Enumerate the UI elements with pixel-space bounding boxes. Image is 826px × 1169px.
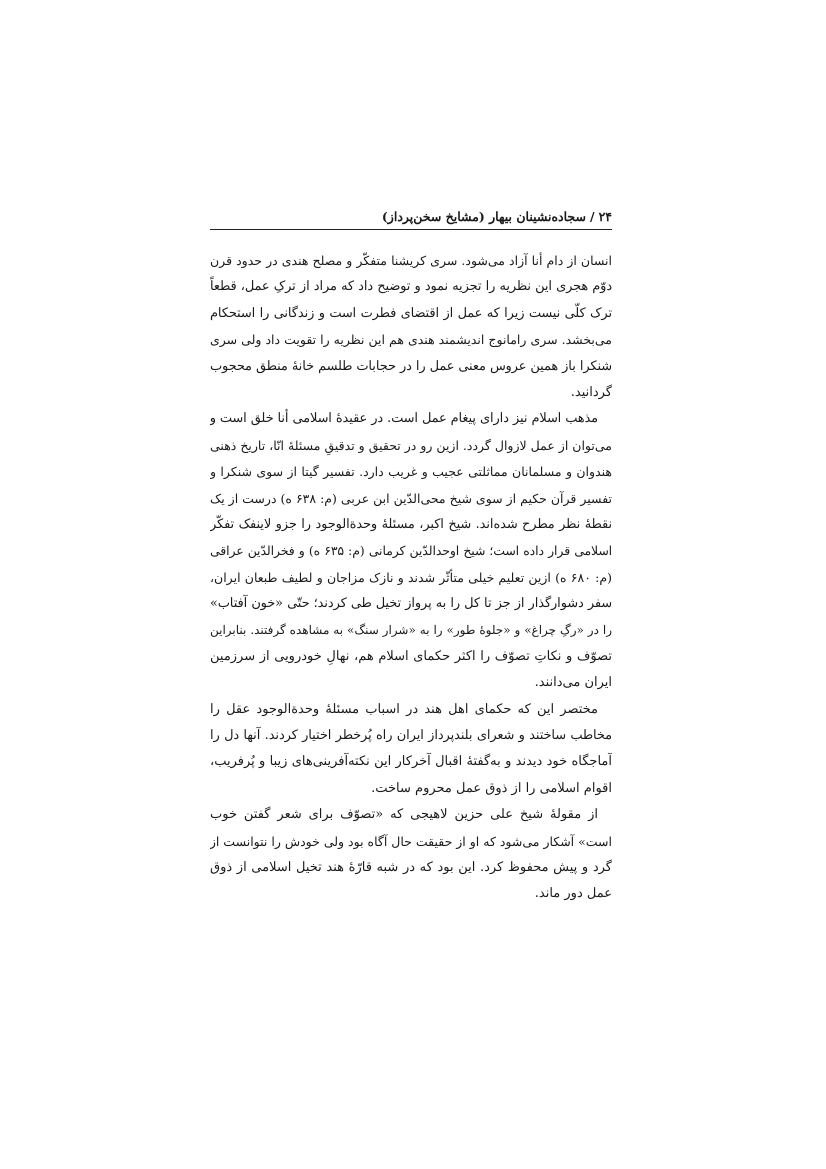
text-line: ایران می‌دانند. bbox=[534, 675, 612, 691]
body-text bbox=[210, 248, 612, 908]
paragraph-4 bbox=[210, 802, 612, 908]
text-line: تفسیر قرآن حکیم از سوی شیخ محی‌الدّین ابن عربی (م: ۶۳۸ ه) درست از یک bbox=[210, 490, 612, 506]
text-line: مذهب اسلام نیز دارای پیغام عمل است. در عقیدهٔ اسلامی أنا خلق است و bbox=[210, 411, 598, 427]
running-header bbox=[210, 200, 612, 230]
text-line: سفر دشوارگذار از جز تا کل را به پرواز تخیل طی کردند؛ حتّی «خون آفتاب» bbox=[210, 596, 612, 612]
text-line: از مقولهٔ شیخ علی حزین لاهیجی که «تصوّف برای شعر گفتن خوب bbox=[210, 807, 598, 823]
text-line: تصوّف و نکاتِ تصوّف را اکثر حکمای اسلام هم، نهالِ خودرویی از سرزمین bbox=[210, 648, 612, 664]
text-line: مختصر این که حکمای اهل هند در اسباب مسئلهٔ وحدةالوجود عقل را bbox=[210, 701, 598, 717]
text-line: آماجگاه خود دیدند و به‌گفتهٔ اقبال آخرکار این نکته‌آفرینی‌های زیبا و پُرفریب، bbox=[210, 754, 612, 770]
text-line: دوّم هجری این نظریه را تجزیه نمود و توضیح داد که مراد از ترکِ عمل، قطعاً bbox=[210, 279, 612, 295]
text-line: عمل دور ماند. bbox=[534, 886, 612, 902]
paragraph-2 bbox=[210, 406, 612, 696]
header-separator: / bbox=[589, 209, 595, 224]
text-line: انسان از دام أنا آزاد می‌شود. سری کریشنا متفکّر و مصلح هندی در حدود قرن bbox=[210, 253, 612, 268]
text-line: مخاطب ساختند و شعرای بلندپرداز ایران راه پُرخطر اختیار کردند. آنها دل را bbox=[210, 728, 612, 744]
running-title: سجاده‌نشینان بیهار (مشایخ سخن‌پرداز) bbox=[381, 209, 586, 224]
text-line: گرد و پیش محفوظ کرد. این بود که در شبه قارّهٔ هند تخیل اسلامی از ذوق bbox=[210, 859, 612, 875]
text-line: می‌توان از عمل لازوال گردد. ازین رو در تحقیق و تدقیقِ مسئلهٔ انّا، تاریخ ذهنی bbox=[210, 437, 612, 453]
page-number: ۲۴ bbox=[598, 209, 612, 224]
text-line: هندوان و مسلمانان مماثلتی عجیب و غریب دارد. تفسیر گیتا از سوی شنکرا و bbox=[210, 464, 612, 480]
paragraph-1 bbox=[210, 248, 612, 406]
paragraph-3 bbox=[210, 697, 612, 803]
text-line: اسلامی قرار داده است؛ شیخ اوحدالدّین کرمانی (م: ۶۳۵ ه) و فخرالدّین عراقی bbox=[210, 544, 612, 559]
text-line: ترک کلّی نیست زیرا که عمل از اقتضای فطرت است و زندگانی را استحکام bbox=[210, 305, 612, 321]
text-line: است» آشکار می‌شود که او از حقیقت حال آگاه بود ولی خودش را نتوانست از bbox=[210, 833, 612, 849]
text-line: گردانید. bbox=[570, 384, 612, 400]
text-line: را در «رگِ چراغ» و «جلوهٔ طور» را به «شرار سنگ» به مشاهده گرفتند. بنابراین bbox=[210, 623, 612, 638]
text-line: می‌بخشد. سری رامانوج اندیشمند هندی هم این نظریه را تقویت داد ولی سری bbox=[210, 332, 612, 348]
text-line: نقطهٔ نظر مطرح شده‌اند. شیخ اکبر، مسئلهٔ وحدةالوجود را جزو لاینفک تفکّر bbox=[210, 516, 612, 532]
text-line: شنکرا باز همین عروس معنی عمل را در حجابات طلسم خانهٔ منطق محجوب bbox=[210, 358, 612, 374]
text-line: اقوام اسلامی را از ذوق عمل محروم ساخت. bbox=[371, 780, 612, 796]
text-line: (م: ۶۸۰ ه) ازین تعلیم خیلی متأثّر شدند و نازک مزاجان و لطیف طبعان ایران، bbox=[210, 569, 612, 585]
